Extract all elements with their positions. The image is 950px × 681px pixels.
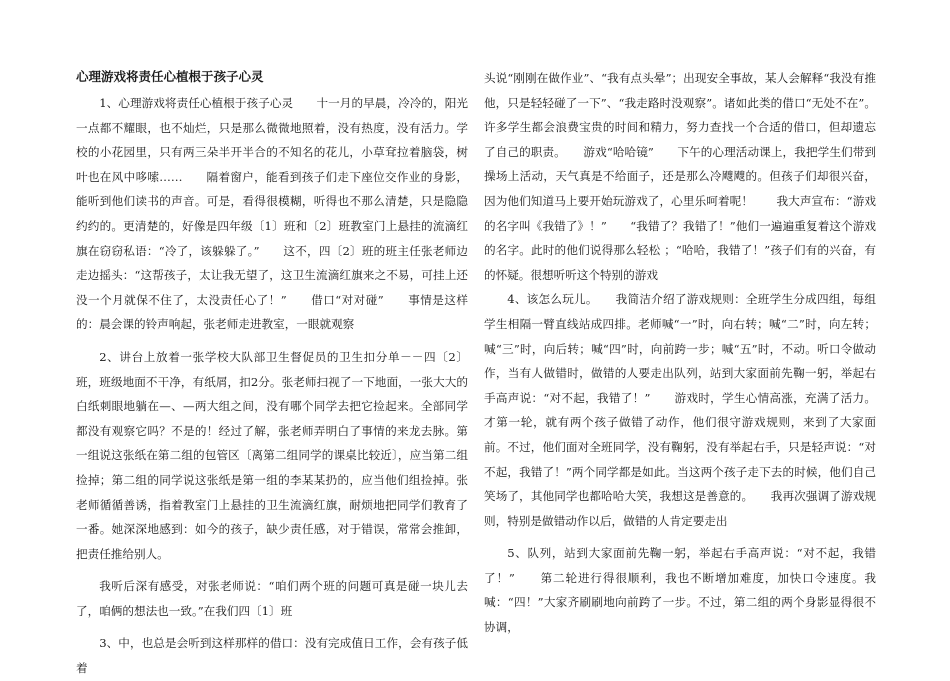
paragraph-7: 5、队列，站到大家面前先鞠一躬，举起右手高声说：“对不起，我错了！” 第二轮进行得很顺利，我也不断增加难度，加快口令速度。我喊：“四！”大家齐刷刷地向前跨了一步。不过，第二组的两个身影显得很不协调， — [484, 546, 876, 635]
paragraph-4: 3、中，也总是会听到这样那样的借口：没有完成值日工作，会有孩子低着 — [76, 636, 468, 676]
paragraph-5: 头说“刚刚在做作业”、“我有点头晕”；出现安全事故，某人会解释“我没有推他，只是轻轻碰了一下”、“我走路时没观察”。诸如此类的借口“无处不在”。许多学生都会浪费宝贵的时间和精力，努力查找一个合适的借口，但却遗忘了自己的职责。 游戏“哈哈镜” 下午的心理活动课上，我把学生们带到操场上活动，天气真是不给面子，还是那么冷飕飕的。但孩子们却很兴奋，因为他们知道马上要开始玩游戏了，心里乐呵着呢！ 我大声宣布：“游戏的名字叫《我错了》！” “我错了？我错了！”他们一遍遍重复着这个游戏的名字。此时的他们说得那么轻松 ；“哈哈，我错了！”孩子们有的兴奋，有的怀疑。很想听听这个特别的游戏 — [484, 71, 876, 282]
paragraph-6: 4、该怎么玩儿。 我简洁介绍了游戏规则：全班学生分成四组，每组学生相隔一臂直线站成四排。老师喊“一”时，向右转；喊“二”时，向左转；喊“三”时，向后转；喊“四”时，向前跨一步；喊“五”时，不动。听口令做动作，当有人做错时，做错的人要走出队列，站到大家面前先鞠一躬，举起右手高声说：“对不起，我错了！” 游戏时，学生心情高涨，充满了活力。才第一轮，就有两个孩子做错了动作，他们很守游戏规则，来到了大家面前。不过，他们面对全班同学，没有鞠躬，没有举起右手，只是轻声说：“对不起，我错了！”两个同学都是如此。当这两个孩子走下去的时候，他们自己笑场了，其他同学也都哈哈大笑，我想这是善意的。 我再次强调了游戏规则，特别是做错动作以后，做错的人肯定要走出 — [484, 292, 876, 528]
paragraph-2: 2、讲台上放着一张学校大队部卫生督促员的卫生扣分单－－四〔2〕班，班级地面不干净，有纸屑，扣2分。张老师扫视了一下地面，一张大大的白纸刺眼地躺在—、—两大组之间，没有哪个同学去把它捡起来。全部同学都没有观察它吗？不是的！经过了解，张老师弄明白了事情的来龙去脉。第一组说这张纸在第二组的包管区〔离第二组同学的课桌比较近〕，应当第二组捡掉；第二组的同学说这张纸是第一组的李某某扔的，应当他们组捡掉。张老师循循善诱，指着教室门上悬挂的卫生流滴红旗，耐烦地把同学们教育了一番。她深深地感到：如今的孩子，缺少责任感，对于错误，常常会推卸，把责任推给别人。 — [76, 349, 468, 561]
left-column — [76, 66, 468, 681]
paragraph-1: 1、心理游戏将责任心植根于孩子心灵 十一月的早晨，冷冷的，阳光一点都不耀眼，也不灿烂，只是那么微微地照着，没有热度，没有活力。学校的小花园里，只有两三朵半开半合的不知名的花儿，小草耷拉着脑袋，树叶也在风中哆嗦…… 隔着窗户，能看到孩子们走下座位交作业的身影，能听到他们读书的声音。可是，看得很模糊，听得也不那么清楚，只是隐隐约约的。更清楚的，好像是四年级〔1〕班和〔2〕班教室门上悬挂的流滴红旗在窃窃私语：“冷了，该躲躲了。” 这不，四〔2〕班的班主任张老师边走边摇头：“这帮孩子，太让我无望了，这卫生流滴红旗来之不易，可挂上还没一个月就保不住了，太没责任心了！” 借口“对对碰” 事情是这样的：晨会课的铃声响起，张老师走进教室，一眼就观察 — [76, 96, 468, 332]
right-column — [484, 66, 876, 640]
paragraph-3: 我听后深有感受，对张老师说：“咱们两个班的问题可真是碰一块儿去了，咱俩的想法也一致。”在我们四〔1〕班 — [76, 579, 468, 618]
document-title: 心理游戏将责任心植根于孩子心灵 — [76, 69, 264, 84]
